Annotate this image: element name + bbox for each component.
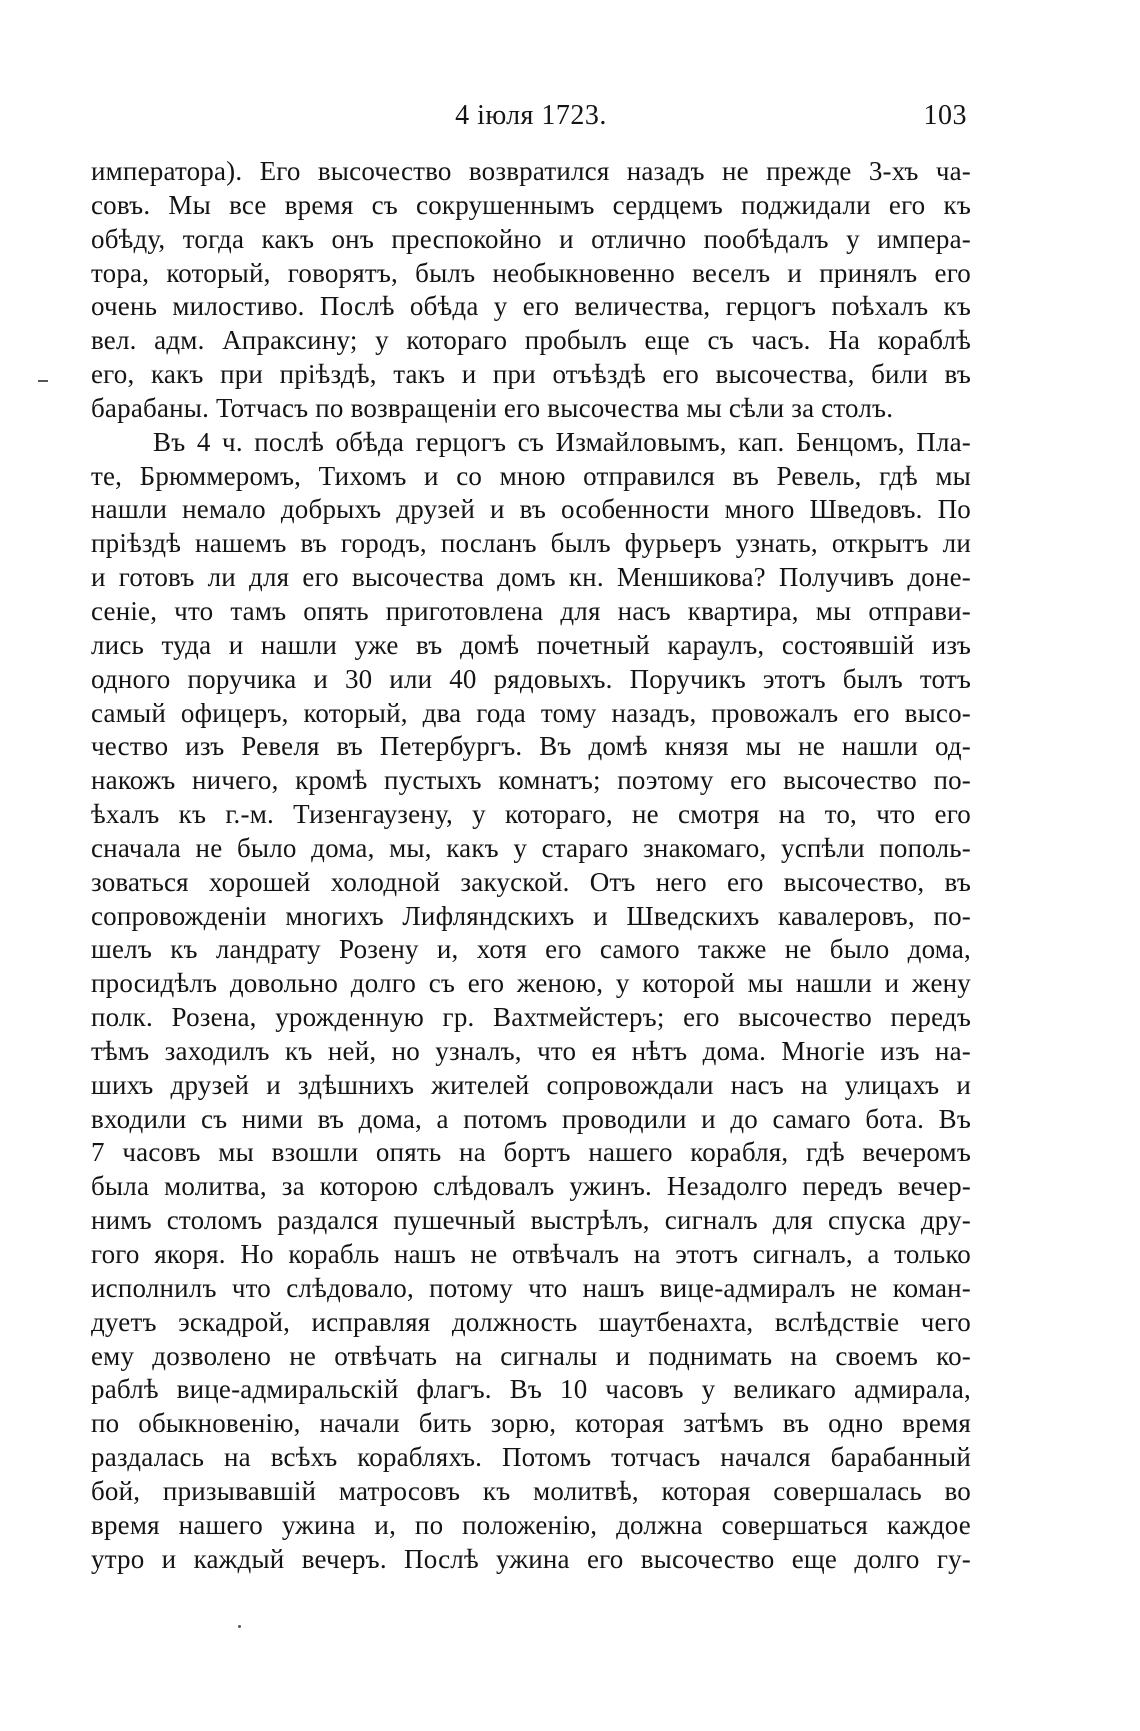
text-line: дуетъ эскадрой, исправляя должность шаутбенахта, вслѣдствіе чего (91, 1306, 971, 1337)
text-line: тора, который, говорятъ, былъ необыкновенно веселъ и принялъ его (91, 257, 971, 288)
running-header (91, 100, 971, 140)
text-line: гого якоря. Но корабль нашъ не отвѣчалъ на этотъ сигналъ, а только (91, 1239, 971, 1269)
text-line: 7 часовъ мы взошли опять на бортъ нашего корабля, гдѣ вечеромъ (91, 1137, 971, 1168)
text-line: нашли немало добрыхъ друзей и въ особенности много Шведовъ. По (91, 494, 971, 525)
text-line: Въ 4 ч. послѣ обѣда герцогъ съ Измайловымъ, кап. Бенцомъ, Пла- (153, 426, 971, 457)
text-line: шихъ друзей и здѣшнихъ жителей сопровождали насъ на улицахъ и (91, 1069, 971, 1100)
text-line: одного поручика и 30 или 40 рядовыхъ. Поручикъ этотъ былъ тотъ (91, 663, 971, 694)
text-line: сопровожденіи многихъ Лифляндскихъ и Шведскихъ кавалеровъ, по- (91, 900, 971, 931)
text-line: исполнилъ что слѣдовало, потому что нашъ вице-адмиралъ не коман- (91, 1272, 971, 1303)
text-line: тѣмъ заходилъ къ ней, но узналъ, что ея нѣтъ дома. Многіе изъ на- (91, 1035, 971, 1066)
text-line: ѣхалъ къ г.-м. Тизенгаузену, у котораго, не смотря на то, что его (91, 799, 971, 830)
text-line: утро и каждый вечеръ. Послѣ ужина его высочество еще долго гу- (91, 1543, 971, 1574)
text-line: раблѣ вице-адмиральскій флагъ. Въ 10 часовъ у великаго адмирала, (91, 1374, 971, 1405)
text-line: нимъ столомъ раздался пушечный выстрѣлъ, сигналъ для спуска дру- (91, 1205, 971, 1236)
text-line: совъ. Мы все время съ сокрушеннымъ сердцемъ поджидали его къ (91, 189, 971, 220)
body-text (91, 155, 971, 1576)
text-line: вел. адм. Апраксину; у котораго пробылъ еще съ часъ. На кораблѣ (91, 325, 971, 356)
text-line: ему дозволено не отвѣчать на сигналы и поднимать на своемъ ко- (91, 1340, 971, 1371)
text-line: время нашего ужина и, по положенію, должна совершаться каждое (91, 1509, 971, 1540)
page-number: 103 (923, 100, 967, 131)
text-line: самый офицеръ, который, два года тому назадъ, провожалъ его высо- (91, 697, 971, 728)
header-date-title: 4 іюля 1723. (455, 100, 607, 131)
text-line: чество изъ Ревеля въ Петербургъ. Въ домѣ князя мы не нашли од- (91, 731, 971, 762)
text-line: сеніе, что тамъ опять приготовлена для насъ квартира, мы отправи- (91, 595, 971, 626)
text-line: сначала не было дома, мы, какъ у стараго знакомаго, успѣли пополь- (91, 832, 971, 863)
text-line: была молитва, за которою слѣдовалъ ужинъ. Незадолго передъ вечер- (91, 1171, 971, 1202)
text-line: просидѣлъ довольно долго съ его женою, у которой мы нашли и жену (91, 968, 971, 999)
text-line: те, Брюммеромъ, Тихомъ и со мною отправился въ Ревель, гдѣ мы (91, 460, 971, 491)
text-line: шелъ къ ландрату Розену и, хотя его самого также не было дома, (91, 934, 971, 965)
scan-speck (238, 1625, 241, 1628)
margin-mark (38, 380, 48, 382)
text-line: обѣду, тогда какъ онъ преспокойно и отлично пообѣдалъ у импера- (91, 223, 971, 254)
text-line: накожъ ничего, кромѣ пустыхъ комнатъ; поэтому его высочество по- (91, 765, 971, 796)
text-line: полк. Розена, урожденную гр. Вахтмейстеръ; его высочество передъ (91, 1002, 971, 1033)
text-line: пріѣздѣ нашемъ въ городъ, посланъ былъ фурьеръ узнать, открытъ ли (91, 528, 971, 559)
text-line: и готовъ ли для его высочества домъ кн. Меншикова? Получивъ доне- (91, 562, 971, 593)
text-line: по обыкновенію, начали бить зорю, которая затѣмъ въ одно время (91, 1408, 971, 1439)
text-line: входили съ ними въ дома, а потомъ проводили и до самаго бота. Въ (91, 1103, 971, 1134)
text-line: зоваться хорошей холодной закуской. Отъ него его высочество, въ (91, 866, 971, 897)
text-line: раздалась на всѣхъ корабляхъ. Потомъ тотчасъ начался барабанный (91, 1442, 971, 1473)
text-line: его, какъ при пріѣздѣ, такъ и при отъѣздѣ его высочества, били въ (91, 359, 971, 390)
text-line: бой, призывавшій матросовъ къ молитвѣ, которая совершалась во (91, 1475, 971, 1506)
text-line: лись туда и нашли уже въ домѣ почетный караулъ, состоявшій изъ (91, 629, 971, 660)
text-line: очень милостиво. Послѣ обѣда у его величества, герцогъ поѣхалъ къ (91, 291, 971, 322)
text-line: императора). Его высочество возвратился назадъ не прежде 3-хъ ча- (91, 156, 971, 186)
text-line: барабаны. Тотчасъ по возвращеніи его высочества мы сѣли за столъ. (91, 392, 894, 423)
